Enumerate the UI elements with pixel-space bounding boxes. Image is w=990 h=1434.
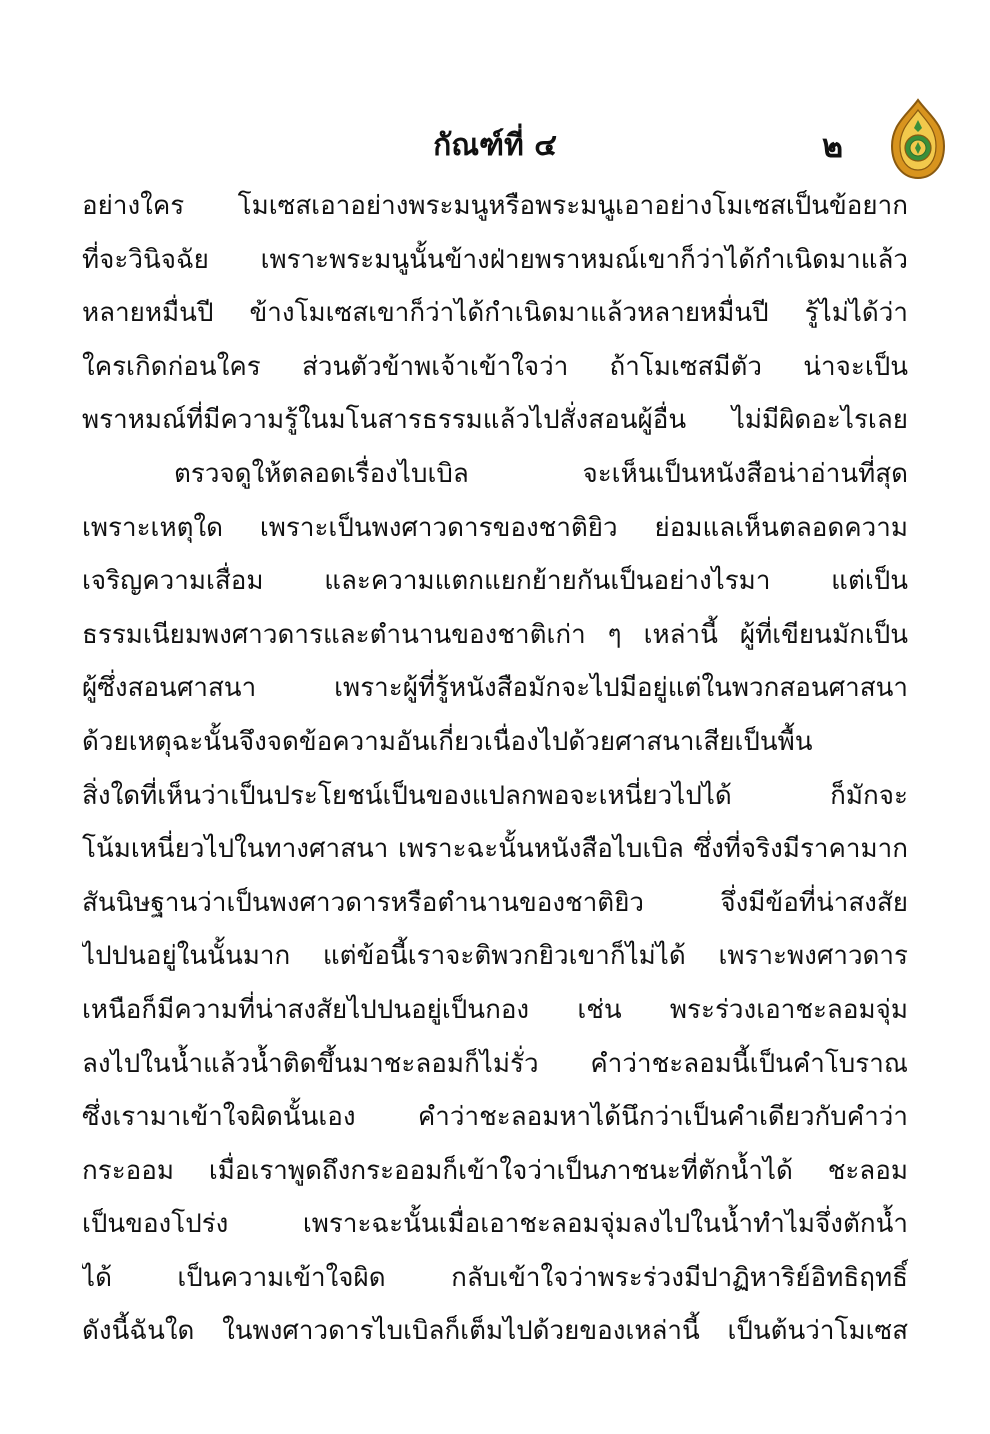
text-line: เพราะเหตุใด เพราะเป็นพงศาวดารของชาติยิว ย่อมแลเห็นตลอดความ bbox=[82, 512, 908, 543]
text-line: ซึ่งเรามาเข้าใจผิดนั้นเอง คำว่าชะลอมหาได้นึกว่าเป็นคำเดียวกับคำว่า bbox=[82, 1102, 908, 1133]
text-line: ผู้ซึ่งสอนศาสนา เพราะผู้ที่รู้หนังสือมักจะไปมีอยู่แต่ในพวกสอนศาสนา bbox=[82, 673, 908, 704]
text-line: เหนือก็มีความที่น่าสงสัยไปปนอยู่เป็นกอง เช่น พระร่วงเอาชะลอมจุ่ม bbox=[82, 994, 908, 1025]
text-line: เป็นของโปร่ง เพราะฉะนั้นเมื่อเอาชะลอมจุ่มลงไปในน้ำทำไมจึ่งตักน้ำ bbox=[82, 1209, 908, 1240]
text-line: เจริญความเสื่อม และความแตกแยกย้ายกันเป็นอย่างไรมา แต่เป็น bbox=[82, 566, 908, 597]
paragraph-first-line: ตรวจดูให้ตลอดเรื่องไบเบิล จะเห็นเป็นหนังสือน่าอ่านที่สุด bbox=[174, 458, 908, 489]
text-line: ได้ เป็นความเข้าใจผิด กลับเข้าใจว่าพระร่วงมีปาฏิหาริย์อิทธิฤทธิ์ bbox=[82, 1262, 908, 1293]
text-line: กระออม เมื่อเราพูดถึงกระออมก็เข้าใจว่าเป็นภาชนะที่ตักน้ำได้ ชะลอม bbox=[82, 1155, 908, 1186]
text-line: สันนิษฐานว่าเป็นพงศาวดารหรือตำนานของชาติยิว จึ่งมีข้อที่น่าสงสัย bbox=[82, 887, 908, 918]
text-line: ที่จะวินิจฉัย เพราะพระมนูนั้นข้างฝ่ายพราหมณ์เขาก็ว่าได้กำเนิดมาแล้ว bbox=[82, 244, 908, 275]
text-line: อย่างใคร โมเซสเอาอย่างพระมนูหรือพระมนูเอาอย่างโมเซสเป็นข้อยาก bbox=[82, 191, 908, 221]
text-line: ธรรมเนียมพงศาวดารและตำนานของชาติเก่า ๆ เหล่านี้ ผู้ที่เขียนมักเป็น bbox=[82, 619, 908, 650]
body-text bbox=[82, 180, 908, 1359]
text-line: โน้มเหนี่ยวไปในทางศาสนา เพราะฉะนั้นหนังสือไบเบิล ซึ่งที่จริงมีราคามาก bbox=[82, 834, 908, 865]
text-line: พราหมณ์ที่มีความรู้ในมโนสารธรรมแล้วไปสั่งสอนผู้อื่น ไม่มีผิดอะไรเลย bbox=[82, 405, 908, 436]
text-line: ลงไปในน้ำแล้วน้ำติดขึ้นมาชะลอมก็ไม่รั่ว คำว่าชะลอมนี้เป็นคำโบราณ bbox=[82, 1048, 908, 1079]
text-line: ดังนี้ฉันใด ในพงศาวดารไบเบิลก็เต็มไปด้วยของเหล่านี้ เป็นต้นว่าโมเซส bbox=[82, 1316, 908, 1347]
text-line: ด้วยเหตุฉะนั้นจึงจดข้อความอันเกี่ยวเนื่องไปด้วยศาสนาเสียเป็นพื้น bbox=[82, 726, 813, 757]
text-line: ไปปนอยู่ในนั้นมาก แต่ข้อนี้เราจะติพวกยิวเขาก็ไม่ได้ เพราะพงศาวดาร bbox=[82, 941, 908, 972]
page-title: กัณฑ์ที่ ๔ bbox=[433, 128, 557, 163]
page-number: ๒ bbox=[822, 127, 844, 165]
text-line: สิ่งใดที่เห็นว่าเป็นประโยชน์เป็นของแปลกพอจะเหนี่ยวไปได้ ก็มักจะ bbox=[82, 780, 908, 811]
royal-seal-icon bbox=[886, 98, 950, 180]
text-line: ใครเกิดก่อนใคร ส่วนตัวข้าพเจ้าเข้าใจว่า ถ้าโมเซสมีตัว น่าจะเป็น bbox=[82, 351, 908, 382]
text-line: หลายหมื่นปี ข้างโมเซสเขาก็ว่าได้กำเนิดมาแล้วหลายหมื่นปี รู้ไม่ได้ว่า bbox=[82, 298, 908, 329]
